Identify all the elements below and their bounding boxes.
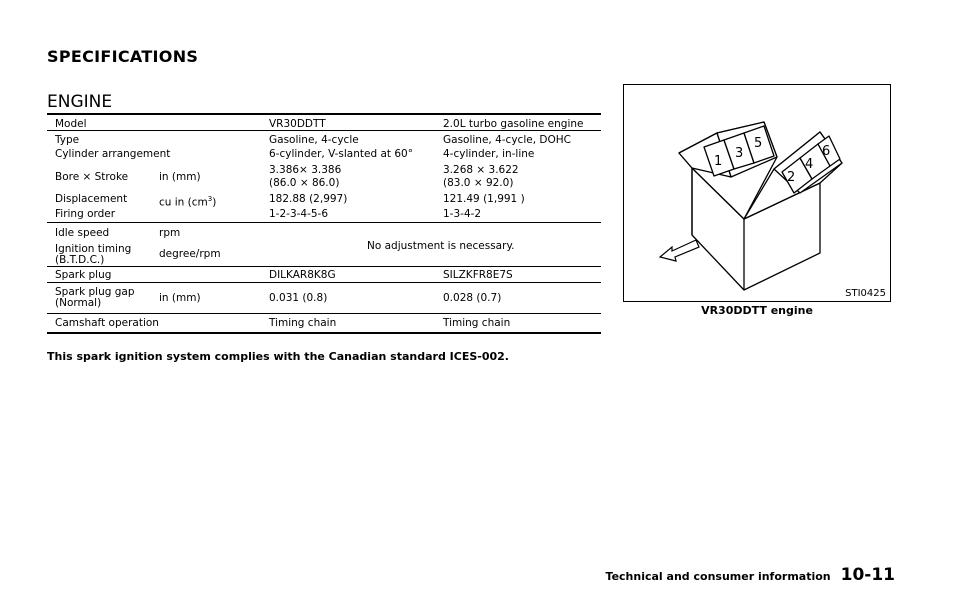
row-vr30-mm: (86.0 × 86.0): [269, 177, 340, 189]
section-title: ENGINE: [47, 92, 113, 112]
table-row: [47, 207, 601, 222]
row-vr30: 3.386× 3.386: [269, 164, 342, 176]
row-unit: in (mm): [159, 292, 201, 304]
row-20l-mm: (83.0 × 92.0): [443, 177, 514, 189]
figure-code: STI0425: [845, 288, 886, 299]
cylinder-2-label: 2: [787, 170, 796, 185]
engine-diagram-figure: [623, 84, 891, 302]
row-label: Cylinder arrangement: [55, 148, 171, 160]
row-vr30: Gasoline, 4-cycle: [269, 134, 359, 146]
table-row: [47, 313, 601, 334]
cylinder-6-label: 6: [822, 144, 831, 159]
row-label: Idle speed: [55, 227, 110, 239]
table-row: [47, 191, 601, 207]
row-20l: 0.028 (0.7): [443, 292, 502, 304]
merged-no-adjustment: No adjustment is necessary.: [367, 240, 515, 252]
row-unit: in (mm): [159, 171, 201, 183]
cylinder-5-label: 5: [754, 136, 763, 151]
row-20l: Timing chain: [443, 317, 511, 329]
row-unit: rpm: [159, 227, 181, 239]
row-label: Bore × Stroke: [55, 171, 129, 183]
row-20l: Gasoline, 4-cycle, DOHC: [443, 134, 571, 146]
header-label: Model: [55, 118, 87, 130]
row-label: Spark plug gap: [55, 286, 135, 298]
engine-spec-table: [47, 113, 601, 334]
ices-compliance-note: This spark ignition system complies with the Canadian standard ICES-002.: [47, 350, 509, 363]
page-footer: [606, 565, 895, 585]
row-unit: cu in $(cm^3)$: [159, 195, 217, 209]
v6-engine-diagram: [624, 85, 890, 301]
cylinder-1-label: 1: [714, 154, 723, 169]
row-label: Firing order: [55, 208, 116, 220]
table-row: [47, 146, 601, 162]
row-label: (B.T.D.C.): [55, 254, 105, 266]
cylinder-3-label: 3: [735, 146, 744, 161]
table-row: [47, 130, 601, 146]
table-header-row: [47, 113, 601, 130]
cylinder-4-label: 4: [805, 157, 814, 172]
row-label: Camshaft operation: [55, 317, 159, 329]
figure-caption: VR30DDTT engine: [701, 304, 813, 317]
row-unit: degree/rpm: [159, 248, 221, 260]
row-vr30: 182.88 (2,997): [269, 193, 348, 205]
row-label: (Normal): [55, 297, 102, 309]
row-label: Type: [55, 134, 80, 146]
row-20l: 1-3-4-2: [443, 208, 482, 220]
row-20l: 121.49 (1,991 ): [443, 193, 525, 205]
row-20l: 4-cylinder, in-line: [443, 148, 535, 160]
row-20l: 3.268 × 3.622: [443, 164, 519, 176]
row-vr30: 1-2-3-4-5-6: [269, 208, 329, 220]
row-label: Ignition timing: [55, 243, 132, 255]
table-row: [47, 266, 601, 282]
row-vr30: DILKAR8K8G: [269, 269, 336, 281]
table-row: [47, 282, 601, 313]
row-vr30: 0.031 (0.8): [269, 292, 328, 304]
row-vr30: 6-cylinder, V-slanted at 60°: [269, 148, 413, 160]
header-vr30: VR30DDTT: [269, 118, 326, 130]
footer-section-name: Technical and consumer information: [605, 570, 831, 583]
table-row: [47, 222, 601, 266]
row-label: Displacement: [55, 193, 128, 205]
header-20l: 2.0L turbo gasoline engine: [443, 118, 584, 130]
row-20l: SILZKFR8E7S: [443, 269, 513, 281]
row-vr30: Timing chain: [269, 317, 337, 329]
row-label: Spark plug: [55, 269, 112, 281]
table-row: [47, 162, 601, 191]
page-title: SPECIFICATIONS: [47, 47, 199, 66]
page-number: 10-11: [840, 565, 895, 585]
